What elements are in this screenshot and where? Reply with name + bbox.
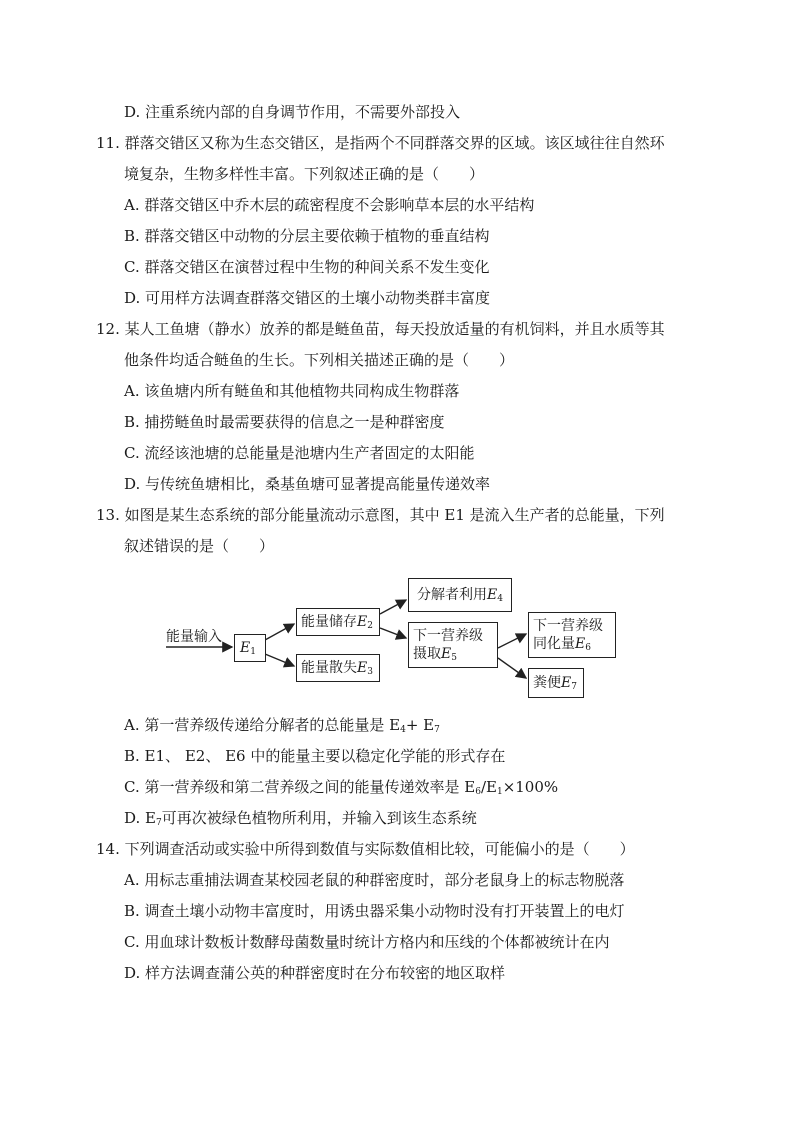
energy-input-label: 能量输入 — [166, 629, 222, 645]
energy-loss-box: 能量散失$E_3$ — [296, 654, 380, 682]
arrow-e1-e2 — [265, 624, 294, 640]
q11-stem-line2: 境复杂，生物多样性丰富。下列叙述正确的是（ ） — [124, 165, 485, 183]
arrow-e2-e4 — [380, 600, 406, 614]
arrow-e1-e3 — [265, 654, 294, 666]
q13-option-d: D. $E_7$可再次被绿色植物所利用，并输入到该生态系统 — [124, 809, 477, 828]
q14-option-a: A. 用标志重捕法调查某校园老鼠的种群密度时，部分老鼠身上的标志物脱落 — [124, 871, 625, 889]
q13-stem-line2: 叙述错误的是（ ） — [124, 537, 275, 555]
energy-storage-box: 能量储存$E_2$ — [296, 608, 380, 636]
q12-option-d: D. 与传统鱼塘相比，桑基鱼塘可显著提高能量传递效率 — [124, 475, 491, 493]
next-level-assimilation-box: 下一营养级 同化量$E_6$ — [528, 612, 616, 658]
q11-stem-line1: 11. 群落交错区又称为生态交错区，是指两个不同群落交界的区域。该区域往往自然环 — [96, 134, 665, 152]
q13-option-a: A. 第一营养级传递给分解者的总能量是 $E_4+ E_7$ — [124, 716, 440, 735]
feces-box: 粪便$E_7$ — [528, 668, 584, 698]
q13-stem-line1: 13. 如图是某生态系统的部分能量流动示意图，其中 E1 是流入生产者的总能量，下列 — [96, 506, 665, 524]
arrow-e5-e7 — [498, 658, 526, 678]
q12-option-b: B. 捕捞鲢鱼时最需要获得的信息之一是种群密度 — [124, 413, 445, 431]
q13-option-b: B. E1、 E2、 E6 中的能量主要以稳定化学能的形式存在 — [124, 747, 506, 765]
q14-option-c: C. 用血球计数板计数酵母菌数量时统计方格内和压线的个体都被统计在内 — [124, 933, 610, 951]
q14-stem: 14. 下列调查活动或实验中所得到数值与实际数值相比较，可能偏小的是（ ） — [96, 840, 635, 858]
q11-option-d: D. 可用样方法调查群落交错区的土壤小动物类群丰富度 — [124, 289, 491, 307]
q11-option-b: B. 群落交错区中动物的分层主要依赖于植物的垂直结构 — [124, 227, 490, 245]
q10-option-d: D. 注重系统内部的自身调节作用，不需要外部投入 — [124, 103, 461, 121]
q13-option-c: C. 第一营养级和第二营养级之间的能量传递效率是 $E_6/E_1\times 100\%$ — [124, 778, 559, 797]
q12-stem-line2: 他条件均适合鲢鱼的生长。下列相关描述正确的是（ ） — [124, 351, 515, 369]
q14-option-b: B. 调查土壤小动物丰富度时，用诱虫器采集小动物时没有打开装置上的电灯 — [124, 902, 625, 920]
arrow-e5-e6 — [498, 634, 526, 648]
q12-stem-line1: 12. 某人工鱼塘（静水）放养的都是鲢鱼苗，每天投放适量的有机饲料，并且水质等其 — [96, 320, 665, 338]
q14-option-d: D. 样方法调查蒲公英的种群密度时在分布较密的地区取样 — [124, 964, 506, 982]
next-level-intake-box: 下一营养级 摄取$E_5$ — [408, 622, 498, 668]
q12-option-a: A. 该鱼塘内所有鲢鱼和其他植物共同构成生物群落 — [124, 382, 460, 400]
e1-box: $E_1$ — [234, 634, 266, 662]
q11-option-c: C. 群落交错区在演替过程中生物的种间关系不发生变化 — [124, 258, 490, 276]
q12-option-c: C. 流经该池塘的总能量是池塘内生产者固定的太阳能 — [124, 444, 475, 462]
q11-option-a: A. 群落交错区中乔木层的疏密程度不会影响草本层的水平结构 — [124, 196, 535, 214]
decomposer-box: 分解者利用$E_4$ — [408, 578, 512, 612]
energy-flow-diagram — [160, 572, 630, 704]
arrow-e2-e5 — [380, 628, 406, 638]
